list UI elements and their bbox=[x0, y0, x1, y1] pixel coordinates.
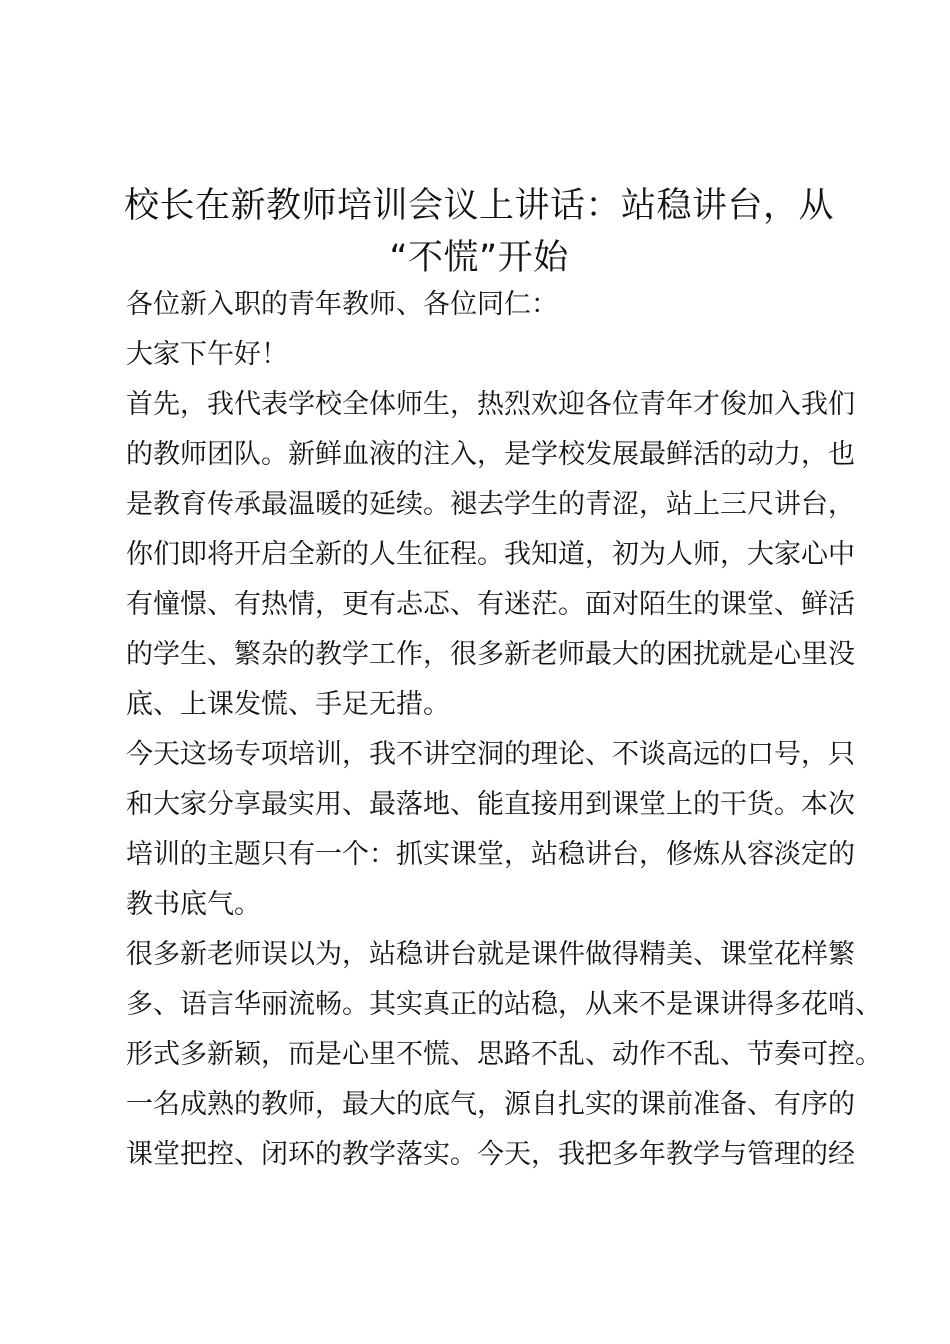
title-line: 校长在新教师培训会议上讲话：站稳讲台，从 bbox=[123, 186, 834, 226]
body-line: 有憧憬、有热情，更有忐忑、有迷茫。面对陌生的课堂、鲜活 bbox=[126, 589, 855, 620]
title-line: “不慌”开始 bbox=[389, 238, 569, 278]
body-line: 形式多新颖，而是心里不慌、思路不乱、动作不乱、节奏可控。 bbox=[126, 1039, 882, 1070]
body-line: 你们即将开启全新的人生征程。我知道，初为人师，大家心中 bbox=[126, 539, 855, 570]
body-line: 教书底气。 bbox=[126, 889, 261, 920]
body-line: 的学生、繁杂的教学工作，很多新老师最大的困扰就是心里没 bbox=[126, 639, 855, 670]
body-line: 一名成熟的教师，最大的底气，源自扎实的课前准备、有序的 bbox=[126, 1089, 855, 1120]
salutation-line: 各位新入职的青年教师、各位同仁： bbox=[126, 289, 558, 320]
body-line: 的教师团队。新鲜血液的注入，是学校发展最鲜活的动力，也 bbox=[126, 439, 855, 470]
body-line: 多、语言华丽流畅。其实真正的站稳，从来不是课讲得多花哨、 bbox=[126, 989, 882, 1020]
body-line: 很多新老师误以为，站稳讲台就是课件做得精美、课堂花样繁 bbox=[126, 939, 855, 970]
body-line: 底、上课发慌、手足无措。 bbox=[126, 689, 450, 720]
body-line: 是教育传承最温暖的延续。褪去学生的青涩，站上三尺讲台， bbox=[126, 489, 855, 520]
document-title bbox=[118, 180, 840, 284]
body-line: 今天这场专项培训，我不讲空洞的理论、不谈高远的口号，只 bbox=[126, 739, 855, 770]
document-body bbox=[126, 280, 882, 1180]
greeting-line: 大家下午好！ bbox=[126, 339, 288, 370]
body-line: 课堂把控、闭环的教学落实。今天，我把多年教学与管理的经 bbox=[126, 1139, 855, 1170]
body-line: 培训的主题只有一个：抓实课堂，站稳讲台，修炼从容淡定的 bbox=[126, 839, 855, 870]
body-line: 和大家分享最实用、最落地、能直接用到课堂上的干货。本次 bbox=[126, 789, 855, 820]
body-line: 首先，我代表学校全体师生，热烈欢迎各位青年才俊加入我们 bbox=[126, 389, 855, 420]
